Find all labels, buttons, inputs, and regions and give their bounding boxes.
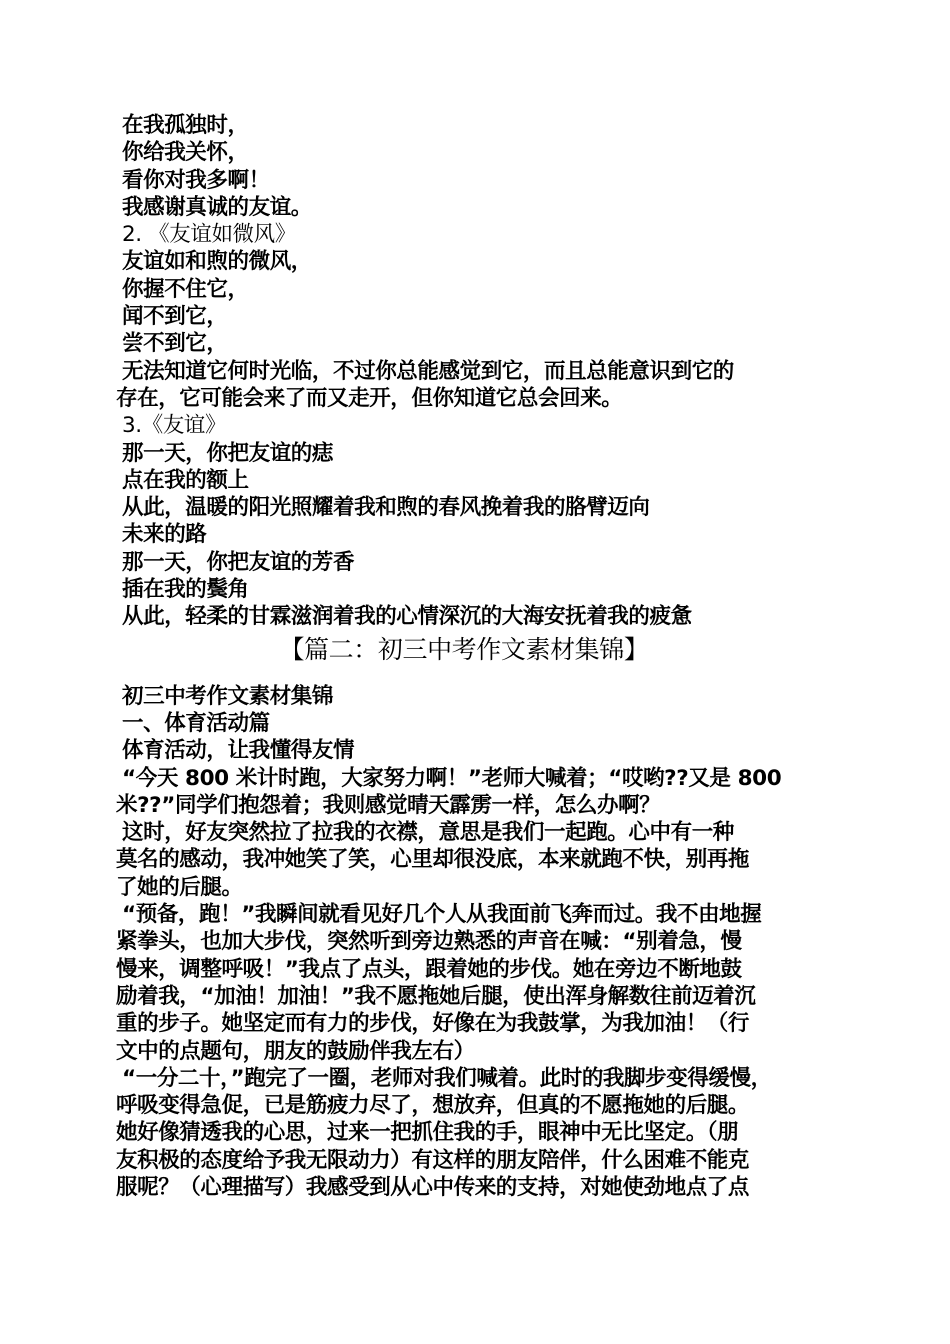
poem-line: 点在我的额上 [122, 467, 249, 493]
poem-paragraph-line: 无法知道它何时光临，不过你总能感觉到它，而且总能意识到它的 [122, 358, 734, 384]
paragraph-line: 米??”同学们抱怨着；我则感觉晴天霹雳一样，怎么办啊？ [116, 792, 661, 818]
paragraph-line: 励着我，“加油！加油！”我不愿拖她后腿，使出浑身解数往前迈着沉 [116, 983, 756, 1009]
poem-line: 未来的路 [122, 522, 207, 548]
poem-title: 3.《友谊》 [122, 413, 227, 439]
poem-line: 在我孤独时， [122, 113, 249, 138]
poem-line: 从此，温暖的阳光照耀着我和煦的春风挽着我的胳臂迈向 [122, 495, 650, 521]
paragraph-line: “一分二十，”跑完了一圈，老师对我们喊着。此时的我脚步变得缓慢， [122, 1065, 772, 1091]
poem-line: 你握不住它， [122, 276, 249, 302]
paragraph-line: 紧拳头，也加大步伐，突然听到旁边熟悉的声音在喊：“别着急，慢 [116, 929, 742, 955]
poem-line: 插在我的鬓角 [122, 577, 249, 603]
poem-title: 2. 《友谊如微风》 [122, 222, 296, 248]
paragraph-line: 莫名的感动，我冲她笑了笑，心里却很没底，本来就跑不快，别再拖 [116, 847, 750, 873]
paragraph-line: 友积极的态度给予我无限动力）有这样的朋友陪伴，什么困难不能克 [116, 1147, 750, 1173]
paragraph-line: 文中的点题句，朋友的鼓励伴我左右） [116, 1038, 475, 1064]
paragraph-line: 了她的后腿。 [116, 874, 243, 900]
subheading: 一、体育活动篇 [122, 710, 270, 736]
poem-line: 看你对我多啊！ [122, 167, 270, 193]
paragraph-line: 这时，好友突然拉了拉我的衣襟，意思是我们一起跑。心中有一种 [122, 820, 734, 846]
poem-paragraph-line: 存在，它可能会来了而又走开，但你知道它总会回来。 [116, 385, 623, 411]
document-body [116, 112, 836, 1201]
poem-line: 那一天，你把友谊的痣 [122, 440, 334, 466]
paragraph-line: 她好像猜透我的心思，过来一把抓住我的手，眼神中无比坚定。（朋 [116, 1120, 739, 1146]
paragraph-line: “今天 800 米计时跑，大家努力啊！”老师大喊着；“哎哟??又是 800 [122, 765, 782, 791]
poem-line: 尝不到它， [122, 331, 228, 357]
poem-line: 友谊如和煦的微风， [122, 249, 312, 275]
subheading: 体育活动，让我懂得友情 [122, 738, 355, 764]
paragraph-line: 服呢？（心理描写）我感受到从心中传来的支持，对她使劲地点了点 [116, 1174, 750, 1200]
paragraph-line: 呼吸变得急促，已是筋疲力尽了，想放弃，但真的不愿拖她的后腿。 [116, 1093, 750, 1119]
paragraph-line: 慢来，调整呼吸！”我点了点头，跟着她的步伐。她在旁边不断地鼓 [116, 956, 742, 982]
poem-line: 从此，轻柔的甘霖滋润着我的心情深沉的大海安抚着我的疲惫 [122, 604, 692, 630]
section-heading: 【篇二：初三中考作文素材集锦】 [279, 634, 649, 664]
poem-line: 那一天，你把友谊的芳香 [122, 549, 355, 575]
paragraph-line: 重的步子。她坚定而有力的步伐，好像在为我鼓掌，为我加油！（行 [116, 1011, 750, 1037]
paragraph-line: “预备，跑！”我瞬间就看见好几个人从我面前飞奔而过。我不由地握 [122, 902, 762, 928]
poem-line: 我感谢真诚的友谊。 [122, 194, 312, 220]
article-title: 初三中考作文素材集锦 [122, 683, 334, 709]
poem-line: 你给我关怀， [122, 140, 249, 166]
poem-line: 闻不到它， [122, 304, 228, 330]
